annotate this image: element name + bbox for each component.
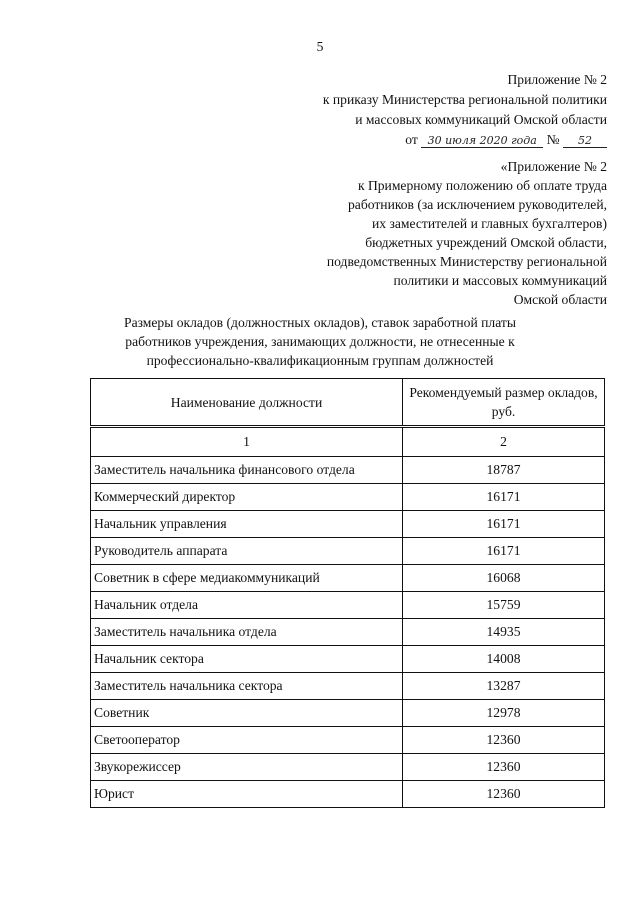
number-prefix: № — [546, 132, 560, 147]
annex-quote-line: к Примерному положению об оплате труда — [357, 178, 607, 193]
document-title-line: профессионально-квалификационным группам должностей — [146, 353, 494, 368]
position-cell: Руководитель аппарата — [91, 538, 403, 565]
table-row — [91, 565, 605, 592]
column-number-row — [91, 427, 605, 457]
salary-cell: 12360 — [403, 727, 605, 754]
table-row — [91, 700, 605, 727]
table-row — [91, 646, 605, 673]
position-cell: Коммерческий директор — [91, 484, 403, 511]
position-cell: Заместитель начальника отдела — [91, 619, 403, 646]
table-row — [91, 754, 605, 781]
page-number: 5 — [316, 39, 324, 54]
document-title-line: Размеры окладов (должностных окладов), ставок заработной платы — [124, 315, 516, 330]
annex-title: Приложение № 2 — [507, 72, 607, 87]
annex-order-line-2: и массовых коммуникаций Омской области — [355, 112, 607, 127]
salary-cell: 16068 — [403, 565, 605, 592]
annex-order-line-1: к приказу Министерства региональной политики — [322, 92, 607, 107]
table-row — [91, 592, 605, 619]
table-row — [91, 457, 605, 484]
position-cell: Заместитель начальника финансового отдела — [91, 457, 403, 484]
annex-quote-line: подведомственных Министерству региональной — [326, 254, 607, 269]
annex-quote-line: работников (за исключением руководителей, — [347, 197, 607, 212]
salary-table — [90, 378, 605, 808]
annex-quote — [327, 157, 607, 309]
salary-cell: 12360 — [403, 754, 605, 781]
position-cell: Юрист — [91, 781, 403, 808]
salary-cell: 15759 — [403, 592, 605, 619]
position-cell: Начальник управления — [91, 511, 403, 538]
document-title-line: работников учреждения, занимающих должности, не отнесенные к — [125, 334, 515, 349]
handwritten-date: 30 июля 2020 года — [421, 135, 543, 148]
column-number-1: 1 — [91, 427, 403, 457]
salary-cell: 14008 — [403, 646, 605, 673]
salary-cell: 13287 — [403, 673, 605, 700]
position-cell: Советник в сфере медиакоммуникаций — [91, 565, 403, 592]
table-row — [91, 619, 605, 646]
annex-header — [323, 70, 607, 150]
table-row — [91, 673, 605, 700]
salary-cell: 12360 — [403, 781, 605, 808]
annex-quote-line: политики и массовых коммуникаций — [393, 273, 607, 288]
table-row — [91, 727, 605, 754]
annex-quote-line: «Приложение № 2 — [500, 159, 607, 174]
salary-cell: 18787 — [403, 457, 605, 484]
table-row — [91, 484, 605, 511]
handwritten-number: 52 — [563, 135, 607, 148]
position-cell: Начальник сектора — [91, 646, 403, 673]
table-row — [91, 511, 605, 538]
from-prefix: от — [405, 132, 418, 147]
salary-cell: 16171 — [403, 538, 605, 565]
document-title — [0, 313, 640, 370]
table-header-row — [91, 379, 605, 427]
annex-quote-line: бюджетных учреждений Омской области, — [365, 235, 607, 250]
salary-cell: 14935 — [403, 619, 605, 646]
order-date-number-line — [323, 130, 607, 150]
header-position: Наименование должности — [91, 379, 403, 427]
annex-quote-line: Омской области — [513, 292, 607, 307]
salary-cell: 12978 — [403, 700, 605, 727]
position-cell: Звукорежиссер — [91, 754, 403, 781]
table-row — [91, 538, 605, 565]
annex-quote-line: их заместителей и главных бухгалтеров) — [372, 216, 607, 231]
salary-cell: 16171 — [403, 511, 605, 538]
column-number-2: 2 — [403, 427, 605, 457]
position-cell: Советник — [91, 700, 403, 727]
salary-cell: 16171 — [403, 484, 605, 511]
table-row — [91, 781, 605, 808]
position-cell: Светооператор — [91, 727, 403, 754]
position-cell: Начальник отдела — [91, 592, 403, 619]
header-salary: Рекомендуемый размер окладов, руб. — [403, 379, 605, 427]
position-cell: Заместитель начальника сектора — [91, 673, 403, 700]
